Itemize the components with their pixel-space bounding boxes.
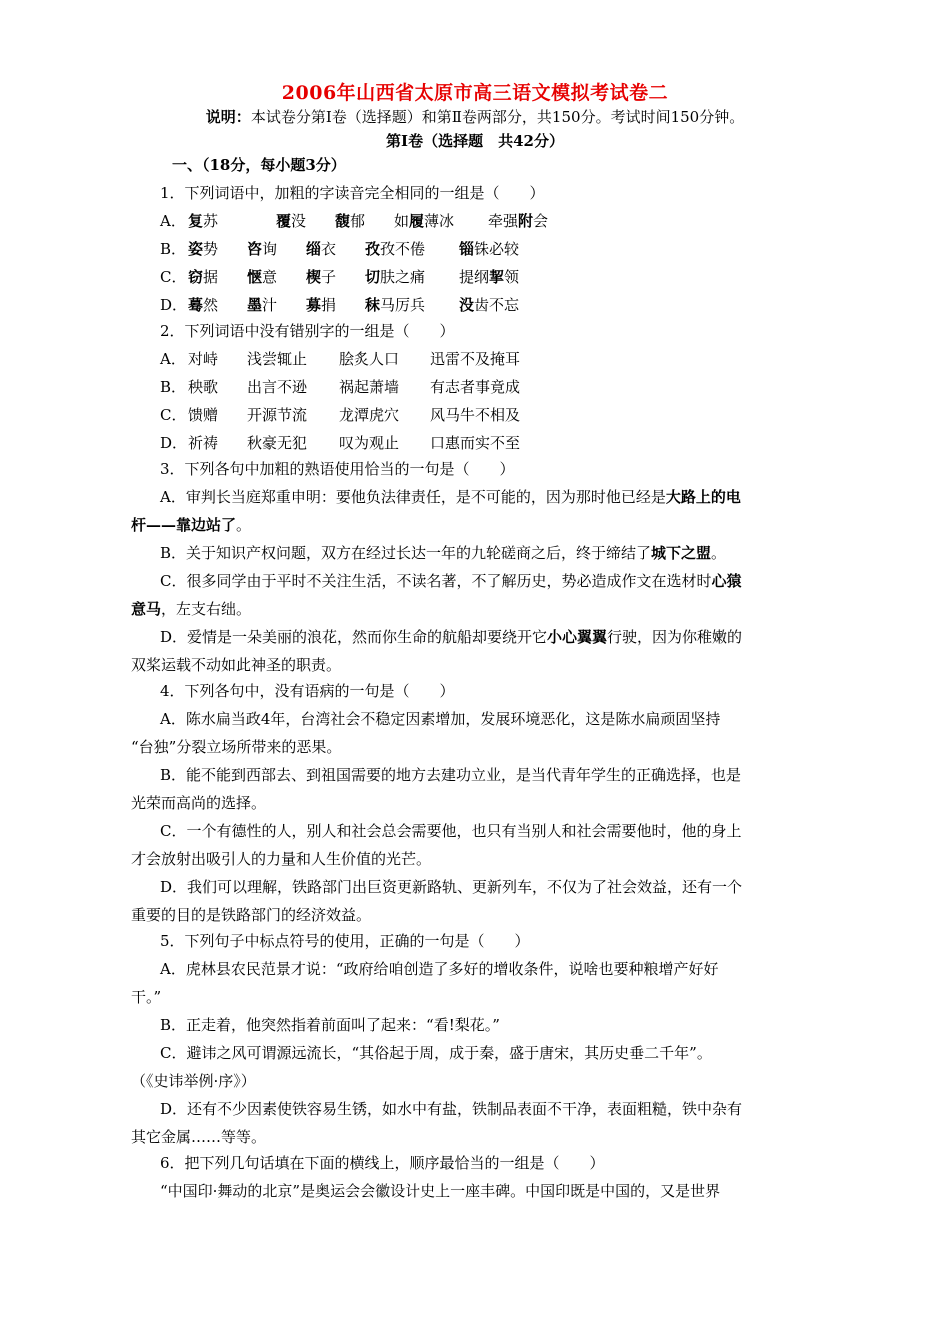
- q2-option-c: C． 馈赠 开源节流 龙潭虎穴 风马牛不相及: [160, 406, 521, 424]
- q6-paragraph-line1: “中国印·舞动的北京”是奥运会会徽设计史上一座丰碑。中国印既是中国的，又是世界: [160, 1182, 721, 1200]
- q3-option-d-line2: 双桨运载不动如此神圣的职责。: [131, 656, 342, 674]
- exam-title: 2006年山西省太原市高三语文模拟考试卷二: [281, 82, 669, 104]
- q4-option-a-line1: A．陈水扁当政4年，台湾社会不稳定因素增加，发展环境恶化，这是陈水扁顽固坚持: [160, 710, 721, 728]
- question-2-stem: 2．下列词语中没有错别字的一组是（ ）: [160, 322, 455, 340]
- q4-option-b-line1: B．能不能到西部去、到祖国需要的地方去建功立业，是当代青年学生的正确选择，也是: [160, 766, 742, 784]
- note-label: 说明：: [205, 108, 251, 126]
- question-4-stem: 4．下列各句中，没有语病的一句是（ ）: [160, 682, 455, 700]
- q5-option-a-line2: 干。”: [131, 988, 162, 1006]
- q4-option-c-line2: 才会放射出吸引人的力量和人生价值的光芒。: [131, 850, 432, 868]
- q5-option-d-line2: 其它金属……等等。: [131, 1128, 267, 1146]
- q3-option-a-line1: A．审判长当庭郑重申明：要他负法律责任，是不可能的，因为那时他已经是大路上的电: [160, 488, 741, 506]
- q4-option-b-line2: 光荣而高尚的选择。: [131, 794, 267, 812]
- q2-option-d: D．祈祷 秋豪无犯 叹为观止 口惠而实不至: [160, 434, 521, 452]
- q5-option-b: B．正走着，他突然指着前面叫了起来：“看!梨花。”: [160, 1016, 500, 1034]
- q3-option-c-line1: C．很多同学由于平时不关注生活，不读名著，不了解历史，势必造成作文在选材时心猿: [160, 572, 742, 590]
- q1-option-c: C． 窃据 惬意 楔子 切肤之痛 提纲挈领: [160, 268, 520, 286]
- q5-option-c-line1: C．避讳之风可谓源远流长，“其俗起于周，成于秦，盛于唐宋，其历史垂二千年”。: [160, 1044, 712, 1062]
- q1-option-d: D．蓦然 墨汁 募捐 秣马厉兵 没齿不忘: [160, 296, 520, 314]
- q5-option-d-line1: D．还有不少因素使铁容易生锈，如水中有盐，铁制品表面不干净，表面粗糙，铁中杂有: [160, 1100, 743, 1118]
- q3-option-b: B．关于知识产权问题，双方在经过长达一年的九轮磋商之后，终于缔结了城下之盟。: [160, 544, 727, 562]
- q1-option-b: B． 姿势 咨询 缁衣 孜孜不倦 锱铢必较: [160, 240, 520, 258]
- question-3-stem: 3．下列各句中加粗的熟语使用恰当的一句是（ ）: [160, 460, 515, 478]
- q2-option-a: A． 对峙 浅尝辄止 脍炙人口 迅雷不及掩耳: [160, 350, 521, 368]
- q3-option-d-line1: D．爱情是一朵美丽的浪花，然而你生命的航船却要绕开它小心翼翼行驶，因为你稚嫩的: [160, 628, 743, 646]
- word: 复苏: [188, 212, 219, 230]
- section1-heading: 一、（18分，每小题3分）: [172, 156, 346, 174]
- q3-option-c-line2: 意马，左支右绌。: [131, 600, 252, 618]
- question-1-stem: 1．下列词语中，加粗的字读音完全相同的一组是（ ）: [160, 184, 545, 202]
- q4-option-c-line1: C．一个有德性的人，别人和社会总会需要他，也只有当别人和社会需要他时，他的身上: [160, 822, 742, 840]
- q1-option-a: A． 复苏 覆没 馥郁 如履薄冰 牵强附会: [160, 212, 549, 230]
- part1-heading: 第Ⅰ卷（选择题 共42分）: [386, 132, 564, 150]
- note-text: 本试卷分第Ⅰ卷（选择题）和第Ⅱ卷两部分，共150分。考试时间150分钟。: [250, 108, 745, 126]
- q2-option-b: B． 秧歌 出言不逊 祸起萧墙 有志者事竟成: [160, 378, 521, 396]
- question-6-stem: 6．把下列几句话填在下面的横线上，顺序最恰当的一组是（ ）: [160, 1154, 605, 1172]
- q5-option-c-line2: （《史讳举例·序》）: [131, 1072, 256, 1090]
- q3-option-a-line2: 杆——靠边站了。: [131, 516, 252, 534]
- q4-option-d-line2: 重要的目的是铁路部门的经济效益。: [131, 906, 372, 924]
- question-5-stem: 5．下列句子中标点符号的使用，正确的一句是（ ）: [160, 932, 530, 950]
- q4-option-d-line1: D．我们可以理解，铁路部门出巨资更新路轨、更新列车，不仅为了社会效益，还有一个: [160, 878, 743, 896]
- exam-note: [0, 106, 950, 128]
- q4-option-a-line2: “台独”分裂立场所带来的恶果。: [131, 738, 342, 756]
- q5-option-a-line1: A．虎林县农民范景才说：“政府给咱创造了多好的增收条件，说啥也要种粮增产好好: [160, 960, 719, 978]
